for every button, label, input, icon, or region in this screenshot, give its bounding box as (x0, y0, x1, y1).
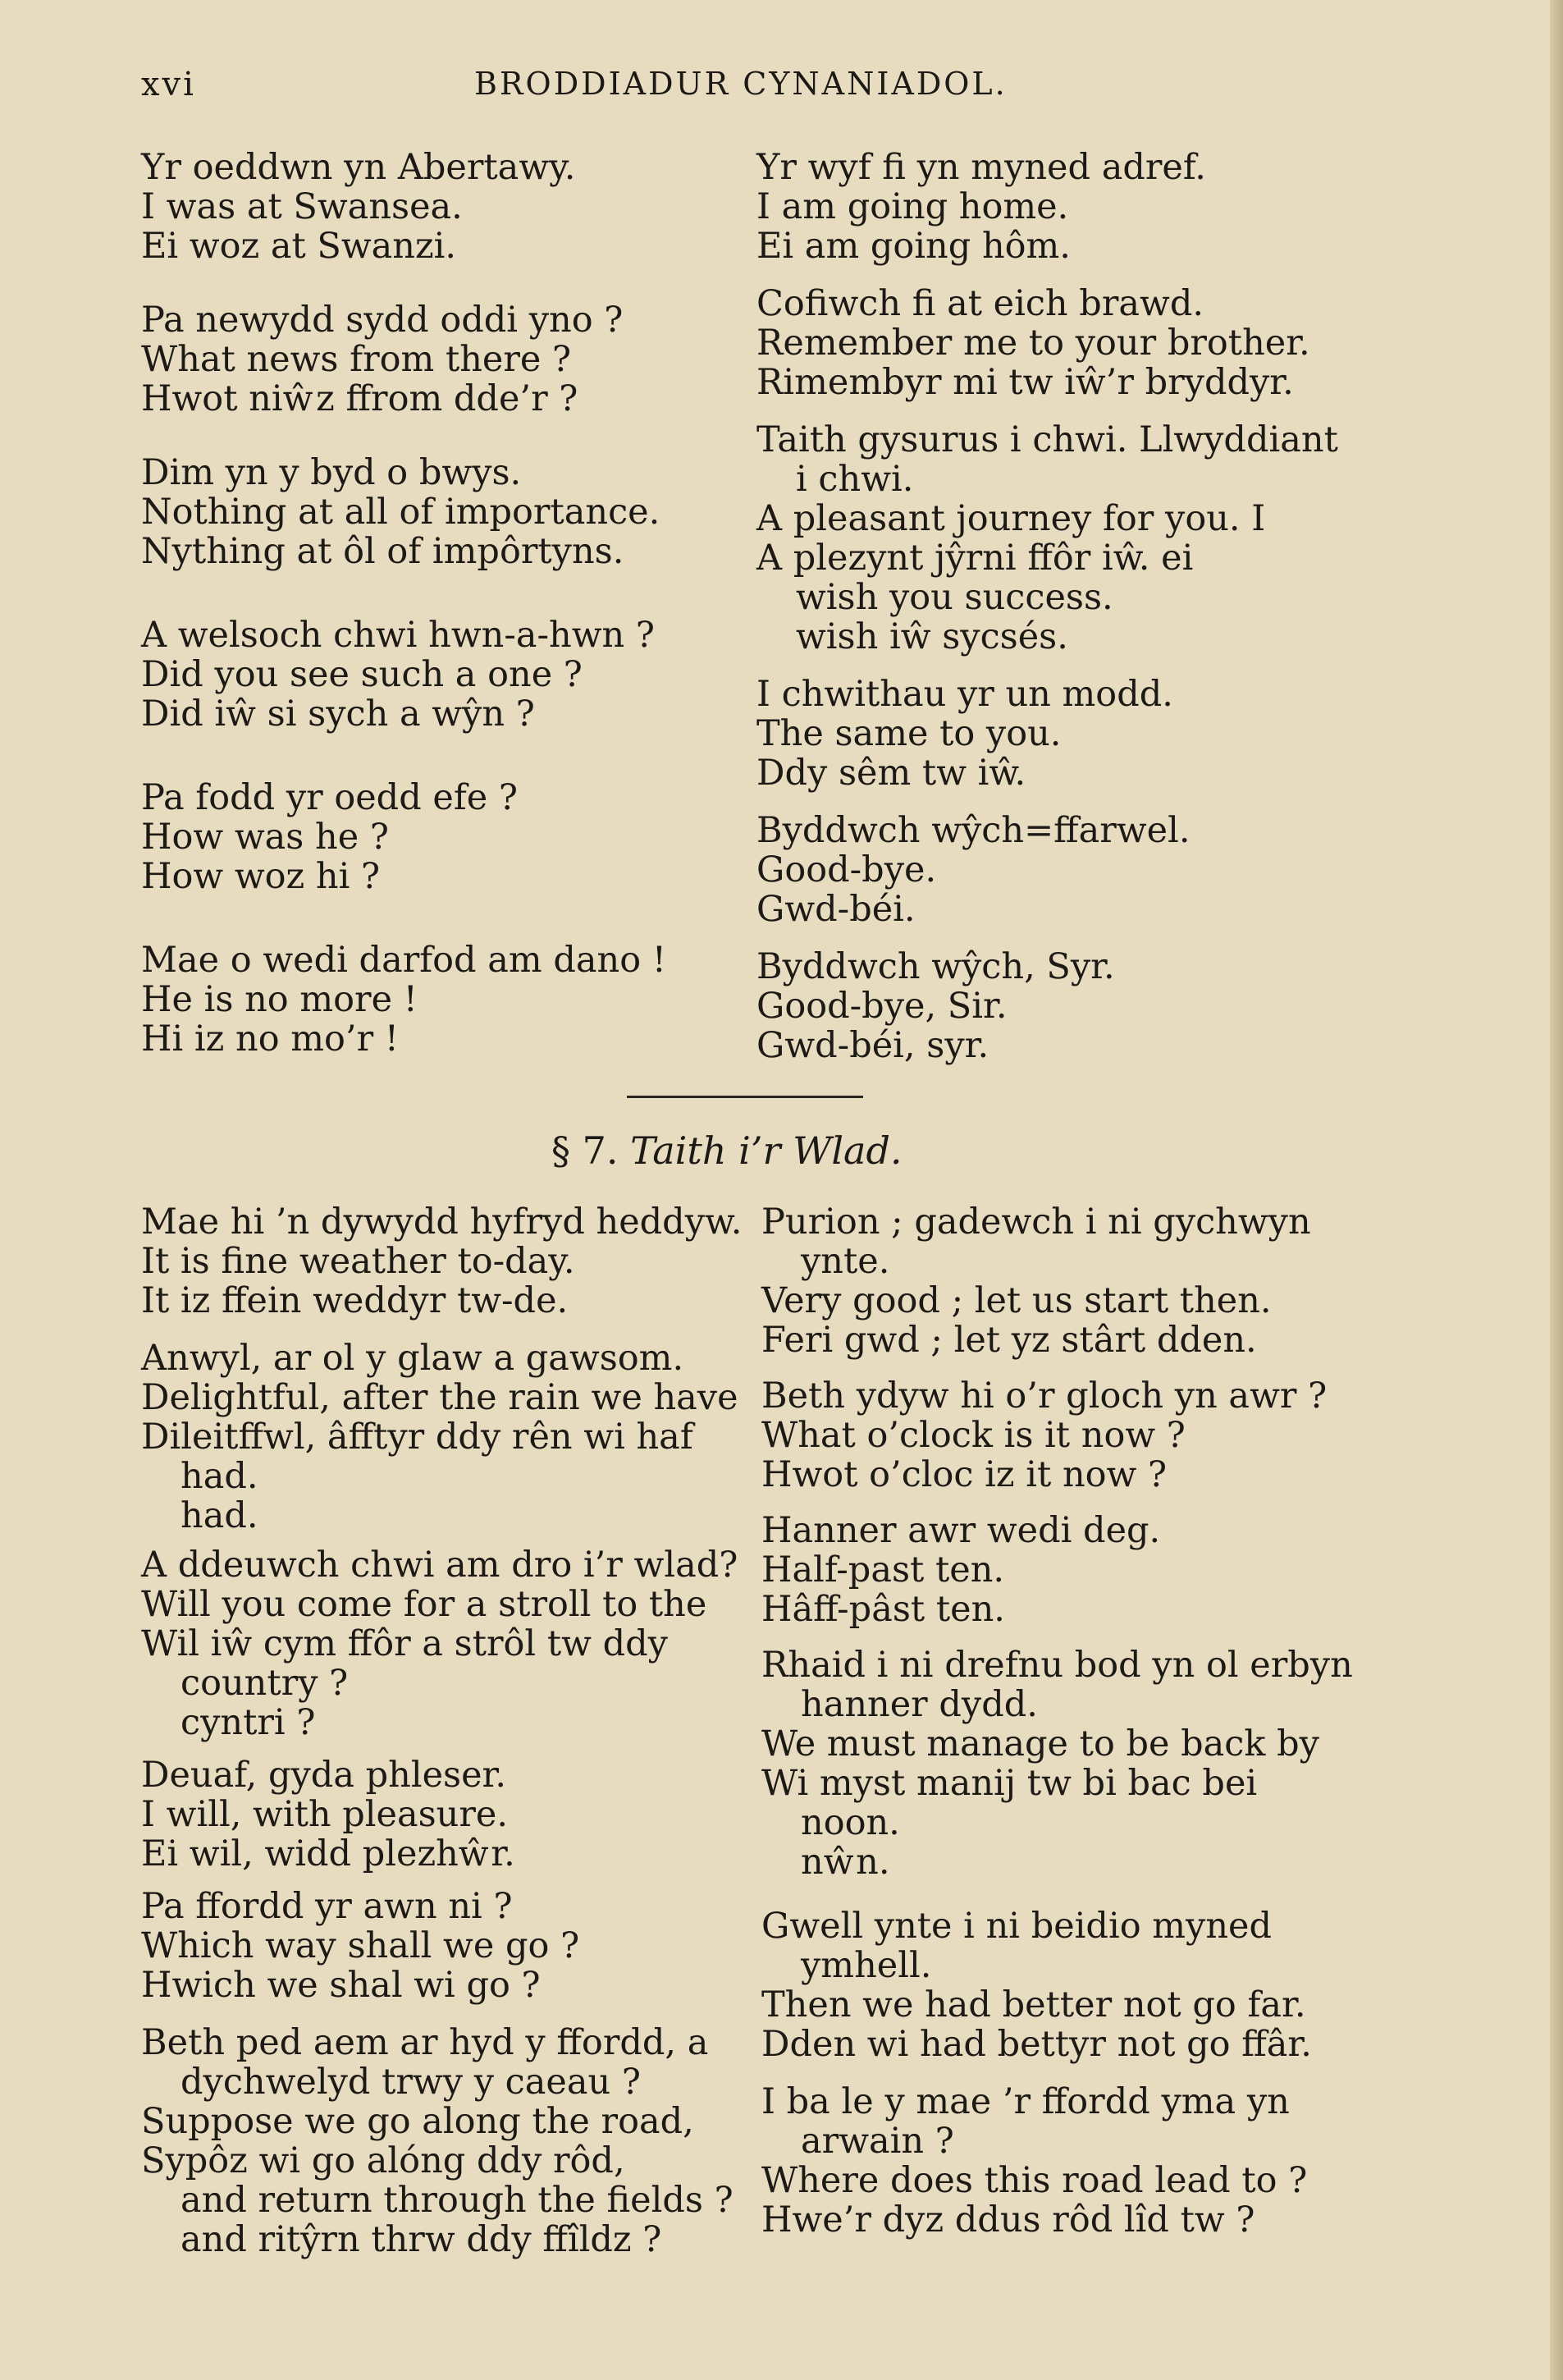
welsh-line: Beth ped aem ar hyd y ffordd, a (141, 2022, 709, 2063)
phrase-block (761, 2082, 1385, 2240)
phrase-block (756, 947, 1380, 1065)
phonetic-line: Hwich we shal wi go ? (141, 1965, 541, 2006)
welsh-line: Byddwch wŷch=ffarwel. (756, 810, 1191, 851)
english-line: I was at Swansea. (141, 186, 463, 227)
welsh-line: Pa newydd sydd oddi yno ? (141, 300, 624, 341)
running-title: BRODDIADUR CYNANIADOL. (474, 66, 1008, 102)
english-line: We must manage to be back by (761, 1723, 1319, 1764)
section-title: Taith i’r Wlad. (630, 1128, 903, 1173)
phrase-block (141, 1545, 748, 1742)
english-line: The same to you. (756, 713, 1062, 754)
phrase-block (141, 148, 748, 266)
welsh-line: Anwyl, ar ol y glaw a gawsom. (141, 1338, 684, 1379)
phonetic-line: Hwot niŵz ffrom dde’r ? (141, 378, 578, 419)
english-line: Good-bye, Sir. (756, 986, 1008, 1027)
welsh-line: Beth ydyw hi o’r gloch yn awr ? (761, 1375, 1328, 1417)
section-heading (551, 1128, 903, 1173)
phonetic-line: Wi myst manij tw bi bac bei (761, 1763, 1258, 1804)
bottom-left-column (141, 1202, 748, 2259)
english-line: Where does this road lead to ? (761, 2160, 1308, 2201)
phonetic-line: Wil iŵ cym ffôr a strôl tw ddy (141, 1623, 668, 1664)
welsh-line: Gwell ynte i ni beidio myned (761, 1906, 1272, 1947)
phonetic-line: nŵn. (801, 1842, 890, 1883)
phrase-block (761, 1511, 1385, 1629)
top-right-column (756, 148, 1380, 1065)
english-line: It is fine weather to-day. (141, 1241, 575, 1282)
welsh-line: Pa ffordd yr awn ni ? (141, 1886, 513, 1927)
phrase-block (141, 778, 748, 896)
english-line: Will you come for a stroll to the (141, 1584, 707, 1625)
welsh-line: Taith gysurus i chwi. Llwyddiant (756, 419, 1338, 460)
phrase-block (761, 1376, 1385, 1494)
welsh-line: Hanner awr wedi deg. (761, 1510, 1161, 1551)
page-number: xvi (141, 66, 196, 103)
welsh-line: arwain ? (801, 2121, 954, 2162)
phonetic-line: Gwd-béi, syr. (756, 1025, 989, 1066)
english-line: A pleasant journey for you. I (756, 498, 1266, 539)
english-line: Suppose we go along the road, (141, 2101, 694, 2142)
welsh-line: i chwi. (796, 459, 914, 500)
phonetic-line: wish iŵ sycsés. (796, 616, 1068, 657)
english-line: Delightful, after the rain we have (141, 1377, 738, 1418)
english-line: I will, with pleasure. (141, 1794, 509, 1835)
welsh-line: Mae hi ’n dywydd hyfryd heddyw. (141, 1201, 743, 1243)
phrase-block (141, 2023, 748, 2259)
welsh-line: Byddwch wŷch, Syr. (756, 946, 1115, 987)
phonetic-line: Ddy sêm tw iŵ. (756, 753, 1026, 794)
phrase-block (141, 1202, 748, 1320)
phonetic-line: Dden wi had bettyr not go ffâr. (761, 2024, 1312, 2065)
phrase-block (761, 1906, 1385, 2064)
welsh-line: A welsoch chwi hwn-a-hwn ? (141, 615, 655, 656)
welsh-line: I chwithau yr un modd. (756, 674, 1173, 715)
welsh-line: Deuaf, gyda phleser. (141, 1755, 507, 1796)
welsh-line: Purion ; gadewch i ni gychwyn (761, 1201, 1311, 1243)
welsh-line: Cofiwch fi at eich brawd. (756, 283, 1204, 324)
welsh-line: ynte. (801, 1241, 890, 1282)
phrase-block (141, 300, 748, 419)
phonetic-line: Dileitffwl, âfftyr ddy rên wi haf (141, 1417, 693, 1458)
welsh-line: Mae o wedi darfod am dano ! (141, 940, 667, 981)
phonetic-line: Sypôz wi go alóng ddy rôd, (141, 2140, 625, 2181)
english-line: had. (181, 1456, 258, 1497)
welsh-line: I ba le y mae ’r ffordd yma yn (761, 2081, 1290, 2122)
phrase-block (141, 941, 748, 1059)
phrase-block (756, 148, 1380, 266)
phrase-block (141, 1339, 748, 1536)
phrase-block (141, 453, 748, 571)
english-line: Nothing at all of importance. (141, 492, 660, 533)
english-line: Then we had better not go far. (761, 1984, 1306, 2025)
top-left-column (141, 148, 748, 1059)
section-number: § 7. (551, 1128, 619, 1173)
phonetic-line: Hi iz no mo’r ! (141, 1018, 400, 1060)
welsh-line: ymhell. (801, 1945, 932, 1986)
phonetic-line: Nything at ôl of impôrtyns. (141, 531, 624, 572)
english-line: Remember me to your brother. (756, 323, 1310, 364)
section-divider (627, 1096, 863, 1098)
welsh-line: hanner dydd. (801, 1684, 1038, 1725)
phonetic-line: Ei am going hôm. (756, 226, 1071, 267)
phrase-block (761, 1645, 1385, 1882)
phrase-block (141, 1887, 748, 2005)
phonetic-line: Hâff-pâst ten. (761, 1589, 1005, 1630)
phonetic-line: A plezynt jŷrni ffôr iŵ. ei (756, 538, 1194, 579)
english-line: I am going home. (756, 186, 1069, 227)
welsh-line: dychwelyd trwy y caeau ? (181, 2062, 641, 2103)
phonetic-line: Ei woz at Swanzi. (141, 226, 457, 267)
phonetic-line: and ritŷrn thrw ddy ffîldz ? (181, 2219, 662, 2260)
welsh-line: Pa fodd yr oedd efe ? (141, 777, 518, 818)
phonetic-line: had. (181, 1495, 258, 1536)
english-line: Very good ; let us start then. (761, 1280, 1272, 1321)
english-line: noon. (801, 1802, 900, 1843)
phrase-block (761, 1202, 1385, 1360)
english-line: wish you success. (796, 577, 1113, 618)
phonetic-line: It iz ffein weddyr tw-de. (141, 1280, 569, 1321)
page-header (141, 66, 1470, 115)
english-line: Half-past ten. (761, 1549, 1005, 1590)
phrase-block (756, 675, 1380, 793)
english-line: Good-bye. (756, 849, 937, 890)
english-line: country ? (181, 1663, 349, 1704)
phrase-block (141, 1755, 748, 1874)
english-line: What news from there ? (141, 339, 572, 380)
phonetic-line: Did iŵ si sych a wŷn ? (141, 693, 535, 735)
page-edge (1550, 0, 1563, 2380)
english-line: What o’clock is it now ? (761, 1415, 1186, 1456)
phonetic-line: Ei wil, widd plezhŵr. (141, 1833, 515, 1874)
welsh-line: Rhaid i ni drefnu bod yn ol erbyn (761, 1645, 1353, 1686)
phonetic-line: Hwe’r dyz ddus rôd lîd tw ? (761, 2199, 1255, 2240)
english-line: and return through the fields ? (181, 2180, 734, 2221)
phrase-block (756, 284, 1380, 402)
phrase-block (756, 811, 1380, 929)
english-line: He is no more ! (141, 979, 418, 1020)
phonetic-line: How woz hi ? (141, 856, 381, 897)
english-line: Which way shall we go ? (141, 1925, 580, 1966)
phrase-block (756, 420, 1380, 657)
phonetic-line: Feri gwd ; let yz stârt dden. (761, 1320, 1257, 1361)
phrase-block (141, 616, 748, 734)
welsh-line: Yr oeddwn yn Abertawy. (141, 147, 576, 188)
english-line: Did you see such a one ? (141, 654, 583, 695)
english-line: How was he ? (141, 817, 389, 858)
welsh-line: Dim yn y byd o bwys. (141, 452, 522, 493)
phonetic-line: Rimembyr mi tw iŵ’r bryddyr. (756, 362, 1294, 403)
phonetic-line: cyntri ? (181, 1702, 316, 1743)
bottom-right-column (761, 1202, 1385, 2240)
phonetic-line: Hwot o’cloc iz it now ? (761, 1454, 1168, 1495)
phonetic-line: Gwd-béi. (756, 889, 916, 930)
welsh-line: A ddeuwch chwi am dro i’r wlad? (141, 1545, 738, 1586)
welsh-line: Yr wyf fi yn myned adref. (756, 147, 1206, 188)
